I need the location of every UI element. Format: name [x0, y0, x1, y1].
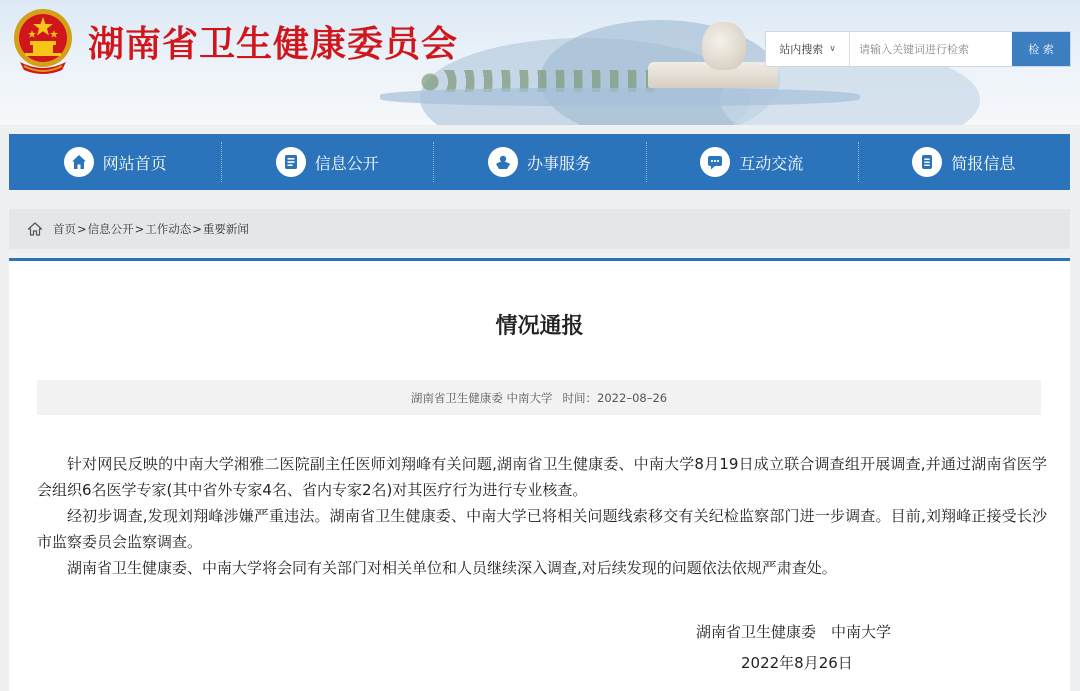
nav-item-services[interactable] [433, 134, 645, 190]
nav-item-label: 网站首页 [102, 153, 167, 173]
nav-item-label: 信息公开 [314, 153, 379, 173]
search-bar [765, 31, 1071, 67]
chevron-down-icon: ∨ [829, 44, 836, 54]
nav-item-label: 办事服务 [527, 153, 592, 173]
main-nav [9, 134, 1070, 190]
breadcrumb-link-important-news[interactable]: 重要新闻 [202, 222, 249, 236]
search-input[interactable] [850, 32, 1012, 66]
site-header [0, 0, 1080, 125]
article-time-label: 时间： [562, 390, 598, 405]
article-body [37, 451, 1047, 581]
signature-org: 湖南省卫生健康委 中南大学 [696, 623, 892, 641]
nav-item-briefings[interactable] [858, 134, 1070, 190]
national-emblem-icon [10, 6, 76, 78]
home-icon [64, 147, 94, 177]
article-paragraph: 湖南省卫生健康委、中南大学将会同有关部门对相关单位和人员继续深入调查,对后续发现的问题依法依规严肃查处。 [67, 559, 837, 577]
article-source: 湖南省卫生健康委 中南大学 [410, 390, 553, 405]
signature-date: 2022年8月26日 [741, 654, 853, 672]
search-scope-label: 站内搜索 [779, 43, 824, 56]
service-icon [488, 147, 518, 177]
breadcrumb-separator: > [77, 222, 87, 236]
site-title: 湖南省卫生健康委员会 [88, 24, 459, 65]
breadcrumb [9, 209, 1070, 249]
search-button[interactable]: 检 索 [1012, 32, 1070, 66]
nav-item-interaction[interactable] [646, 134, 858, 190]
breadcrumb-separator: > [192, 222, 202, 236]
document-list-icon [276, 147, 306, 177]
article-time: 2022–08–26 [597, 390, 668, 405]
breadcrumb-link-info-disclosure[interactable]: 信息公开 [87, 222, 134, 236]
article-meta [37, 380, 1041, 415]
home-icon [27, 221, 43, 237]
chat-icon [700, 147, 730, 177]
nav-item-info-disclosure[interactable] [221, 134, 433, 190]
banner-statue-image [648, 22, 778, 88]
breadcrumb-link-home[interactable]: 首页 [53, 222, 76, 236]
report-icon [912, 147, 942, 177]
article-title: 情况通报 [495, 314, 584, 339]
breadcrumb-link-work-news[interactable]: 工作动态 [145, 222, 192, 236]
article [9, 258, 1070, 691]
article-paragraph: 经初步调查,发现刘翔峰涉嫌严重违法。湖南省卫生健康委、中南大学已将相关问题线索移交有关纪检监察部门进一步调查。目前,刘翔峰正接受长沙市监察委员会监察调查。 [37, 507, 1047, 551]
nav-item-label: 互动交流 [739, 153, 804, 173]
nav-item-home[interactable] [9, 134, 221, 190]
nav-item-label: 简报信息 [951, 153, 1016, 173]
search-scope-select[interactable] [766, 32, 850, 66]
article-paragraph: 针对网民反映的中南大学湘雅二医院副主任医师刘翔峰有关问题,湖南省卫生健康委、中南大学8月19日成立联合调查组开展调查,并通过湖南省医学会组织6名医学专家(其中省外专家4名、省内专家2名)对其医疗行为进行专业核查。 [37, 455, 1047, 499]
breadcrumb-separator: > [134, 222, 145, 236]
banner-water [380, 88, 860, 106]
